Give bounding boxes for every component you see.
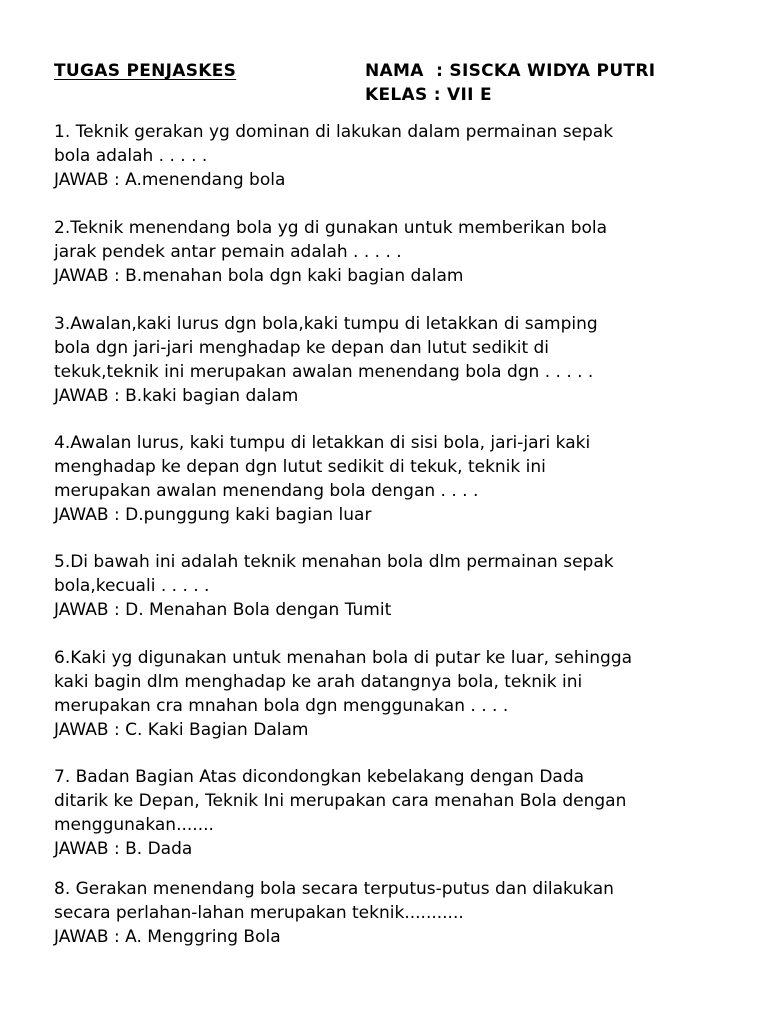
question-item	[54, 120, 744, 192]
student-class: KELAS : VII E	[365, 85, 492, 105]
question-text: 2.Teknik menendang bola yg di gunakan untuk memberikan bola jarak pendek antar pemain adalah . . . . .	[54, 218, 608, 262]
student-name: NAMA : SISCKA WIDYA PUTRI	[365, 61, 656, 81]
answer-text: JAWAB : B. Dada	[54, 839, 193, 859]
question-text: 7. Badan Bagian Atas dicondongkan kebelakang dengan Dada ditarik ke Depan, Teknik Ini merupakan cara menahan Bola dengan menggunakan.......	[54, 767, 627, 835]
question-item	[54, 312, 744, 408]
question-text: 4.Awalan lurus, kaki tumpu di letakkan di sisi bola, jari-jari kaki menghadap ke depan dgn lutut sedikit di tekuk, teknik ini merupakan awalan menendang bola dengan . . . .	[54, 433, 591, 501]
document-header	[54, 59, 734, 109]
question-text: 1. Teknik gerakan yg dominan di lakukan dalam permainan sepak bola adalah . . . . .	[54, 122, 614, 166]
question-item	[54, 550, 744, 622]
question-item	[54, 765, 744, 861]
question-text: 3.Awalan,kaki lurus dgn bola,kaki tumpu di letakkan di samping bola dgn jari-jari menghadap ke depan dan lutut sedikit di tekuk,teknik ini merupakan awalan menendang bola dgn . . . . .	[54, 314, 598, 382]
answer-text: JAWAB : D.punggung kaki bagian luar	[54, 505, 372, 525]
answer-text: JAWAB : C. Kaki Bagian Dalam	[54, 720, 309, 740]
question-text: 8. Gerakan menendang bola secara terputus-putus dan dilakukan secara perlahan-lahan merupakan teknik...........	[54, 879, 614, 923]
question-text: 5.Di bawah ini adalah teknik menahan bola dlm permainan sepak bola,kecuali . . . . .	[54, 552, 614, 596]
question-text: 6.Kaki yg digunakan untuk menahan bola di putar ke luar, sehingga kaki bagin dlm menghadap ke arah datangnya bola, teknik ini merupakan cra mnahan bola dgn menggunakan . . . .	[54, 648, 633, 716]
answer-text: JAWAB : D. Menahan Bola dengan Tumit	[54, 600, 392, 620]
answer-text: JAWAB : B.menahan bola dgn kaki bagian dalam	[54, 266, 464, 286]
question-item	[54, 431, 744, 527]
assignment-title: TUGAS PENJASKES	[54, 61, 237, 81]
question-item	[54, 646, 744, 742]
answer-text: JAWAB : A. Menggring Bola	[54, 927, 281, 947]
question-item	[54, 877, 744, 949]
question-item	[54, 216, 744, 288]
answer-text: JAWAB : B.kaki bagian dalam	[54, 386, 299, 406]
answer-text: JAWAB : A.menendang bola	[54, 170, 286, 190]
